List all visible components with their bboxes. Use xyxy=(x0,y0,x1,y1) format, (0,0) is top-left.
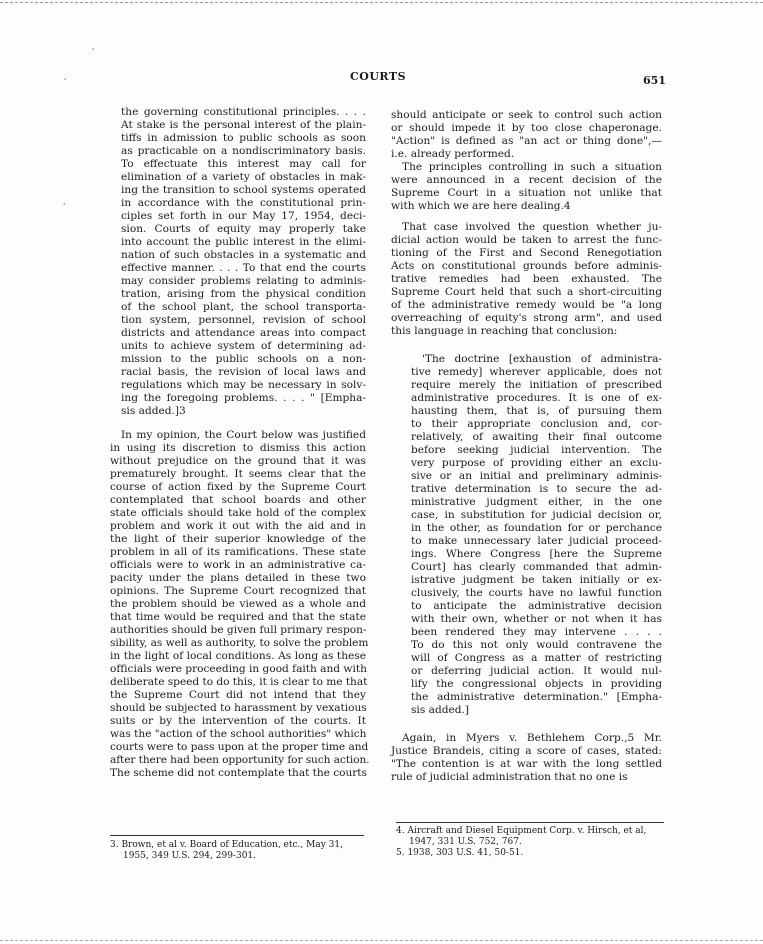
text-line: 'The doctrine [exhaustion of administra- xyxy=(422,353,662,365)
footnotes-left xyxy=(110,840,366,862)
text-line: of the administrative remedy would be "a long xyxy=(391,299,662,311)
text-line: tiffs in admission to public schools as soon xyxy=(121,132,366,144)
text-line: or deferring judicial action. It would nul- xyxy=(411,665,662,677)
text-line: before seeking judicial intervention. The xyxy=(411,444,662,456)
text-line: mission to the public schools on a non- xyxy=(121,353,366,365)
text-line: suits or by the intervention of the courts. It xyxy=(110,715,366,727)
text-line: as practicable on a nondiscriminatory basis. xyxy=(121,145,366,157)
text-line: tive remedy] wherever applicable, does not xyxy=(411,366,662,378)
text-line: tion system, personnel, revision of school xyxy=(121,314,366,326)
text-line: in accordance with the constitutional prin- xyxy=(121,197,366,209)
text-line: officials were proceeding in good faith and with xyxy=(110,663,367,675)
footnote: 3. Brown, et al v. Board of Education, etc., May 31, 1955, 349 U.S. 294, 299-301. xyxy=(110,840,343,861)
text-line: sis added.] xyxy=(411,704,470,716)
text-line: after there had been opportunity for such action. xyxy=(110,754,370,766)
text-line: To do this not only would contravene the xyxy=(411,639,662,651)
text-line: officials were to work in an administrative ca- xyxy=(110,559,366,571)
text-line: Again, in Myers v. Bethlehem Corp.,5 Mr. xyxy=(402,732,662,744)
text-line: tration, arising from the physical condition xyxy=(121,288,366,300)
text-line: trative remedies had been exhausted. The xyxy=(391,273,662,285)
text-line: Acts on constitutional grounds before adminis- xyxy=(391,260,662,272)
text-line: clusively, the courts have no lawful function xyxy=(411,587,662,599)
text-line: regulations which may be necessary in solv- xyxy=(121,379,366,391)
text-line: case, in substitution for judicial decision or, xyxy=(411,509,662,521)
text-line: To effectuate this interest may call for xyxy=(121,158,366,170)
text-line: in the light of local conditions. As long as these xyxy=(110,650,366,662)
text-line: sive or an initial and preliminary adminis- xyxy=(411,470,662,482)
text-line: Supreme Court in a situation not unlike that xyxy=(391,187,662,199)
top-scan-edge xyxy=(0,2,763,3)
text-line: ciples set forth in our May 17, 1954, deci- xyxy=(121,210,366,222)
text-line: of the school plant, the school transporta- xyxy=(121,301,366,313)
footnotes-right xyxy=(396,826,666,859)
text-line: The scheme did not contemplate that the courts xyxy=(110,767,367,779)
body-paragraph xyxy=(391,109,662,161)
text-line: districts and attendance areas into compact xyxy=(121,327,366,339)
block-quote xyxy=(110,106,366,418)
text-line: ings. Where Congress [here the Supreme xyxy=(411,548,662,560)
text-line: should anticipate or seek to control such action xyxy=(391,109,662,121)
text-line: nation of such obstacles in a systematic and xyxy=(121,249,366,261)
block-quote xyxy=(391,353,662,717)
text-line: the Supreme Court did not intend that they xyxy=(110,689,366,701)
text-line: dicial action would be taken to arrest the func- xyxy=(391,234,662,246)
running-title: COURTS xyxy=(350,70,407,83)
body-paragraph xyxy=(391,732,662,784)
text-line: in using its discretion to dismiss this action xyxy=(110,442,366,454)
text-line: elimination of a variety of obstacles in mak- xyxy=(121,171,366,183)
text-line: or should impede it by too close chaperonage. xyxy=(391,122,662,134)
text-line: the problem should be viewed as a whole and xyxy=(110,598,366,610)
text-line: was the "action of the school authorities" which xyxy=(110,728,367,740)
text-line: may consider problems relating to adminis- xyxy=(121,275,366,287)
footnote: 5. 1938, 303 U.S. 41, 50-51. xyxy=(396,848,524,858)
text-line: "Action" is defined as "an act or thing done",— xyxy=(391,135,662,147)
text-line: Supreme Court held that such a short-circuiting xyxy=(391,286,662,298)
text-line: without prejudice on the ground that it was xyxy=(110,455,366,467)
text-line: sibility, as well as authority, to solve the problem xyxy=(110,637,369,649)
text-line: were announced in a recent decision of the xyxy=(391,174,662,186)
footnote: 4. Aircraft and Diesel Equipment Corp. v. Hirsch, et al, 1947, 331 U.S. 752, 767. xyxy=(396,826,647,847)
text-line: "The contention is at war with the long settled xyxy=(391,758,662,770)
text-line: the administrative determination." [Empha- xyxy=(411,691,662,703)
text-line: i.e. already performed. xyxy=(391,148,515,160)
left-column xyxy=(110,106,370,780)
text-line: overreaching of equity's strong arm", and used xyxy=(391,312,662,324)
text-line: state officials should take hold of the complex xyxy=(110,507,366,519)
text-line: problem in all of its ramifications. These state xyxy=(110,546,366,558)
text-line: pacity under the plans detailed in these two xyxy=(110,572,366,584)
bottom-scan-edge xyxy=(0,940,763,941)
text-line: tioning of the First and Second Renegotiation xyxy=(391,247,662,259)
text-line: will of Congress as a matter of restricting xyxy=(411,652,662,664)
text-line: lify the congressional objects in providing xyxy=(411,678,662,690)
text-line: the governing constitutional principles. . . . xyxy=(121,106,366,118)
text-line: should be subjected to harassment by vexatious xyxy=(110,702,367,714)
text-line: The principles controlling in such a situation xyxy=(402,161,662,173)
text-line: contemplated that school boards and other xyxy=(110,494,366,506)
scan-speck: , xyxy=(92,42,95,51)
text-line: deliberate speed to do this, it is clear to me that xyxy=(110,676,368,688)
text-line: this language in reaching that conclusion: xyxy=(391,325,618,337)
text-line: require merely the initiation of prescribed xyxy=(411,379,662,391)
text-line: relatively, of awaiting their final outcome xyxy=(411,431,662,443)
text-line: problem and work it out with the aid and in xyxy=(110,520,366,532)
text-line: sis added.]3 xyxy=(121,405,186,417)
text-line: that time would be required and that the state xyxy=(110,611,366,623)
footnote-rule xyxy=(110,835,364,836)
footnote-rule xyxy=(396,822,664,823)
text-line: units to achieve system of determining ad- xyxy=(121,340,366,352)
text-line: ing the transition to school systems operated xyxy=(121,184,366,196)
body-paragraph xyxy=(391,161,662,213)
text-line: to make unnecessary later judicial proceed- xyxy=(411,535,662,547)
text-line: hausting them, that is, of pursuing them xyxy=(411,405,662,417)
text-line: Court] has clearly commanded that admin- xyxy=(411,561,662,573)
page-number: 651 xyxy=(643,74,666,87)
text-line: Justice Brandeis, citing a score of cases, stated: xyxy=(391,745,662,757)
text-line: the light of their superior knowledge of the xyxy=(110,533,366,545)
body-paragraph xyxy=(110,429,370,780)
text-line: very purpose of providing either an exclu- xyxy=(411,457,662,469)
text-line: to their appropriate conclusion and, cor- xyxy=(411,418,662,430)
text-line: with their own, whether or not when it has xyxy=(411,613,662,625)
text-line: sion. Courts of equity may properly take xyxy=(121,223,366,235)
text-line: At stake is the personal interest of the plain- xyxy=(121,119,366,131)
text-line: to anticipate the administrative decision xyxy=(411,600,662,612)
text-line: ministrative judgment either, in the one xyxy=(411,496,662,508)
text-line: into account the public interest in the elimi- xyxy=(121,236,366,248)
text-line: been rendered they may intervene . . . . xyxy=(411,626,662,638)
text-line: That case involved the question whether ju- xyxy=(402,221,662,233)
text-line: In my opinion, the Court below was justified xyxy=(121,429,366,441)
scan-speck: , xyxy=(63,197,66,206)
text-line: opinions. The Supreme Court recognized that xyxy=(110,585,366,597)
text-line: administrative procedures. It is one of ex- xyxy=(411,392,662,404)
text-line: prematurely brought. It seems clear that the xyxy=(110,468,366,480)
text-line: in the other, as foundation for or perchance xyxy=(411,522,662,534)
text-line: with which we are here dealing.4 xyxy=(391,200,571,212)
body-paragraph xyxy=(391,221,662,338)
right-column xyxy=(391,109,662,784)
scan-speck: , xyxy=(64,72,67,81)
text-line: courts were to pass upon at the proper time and xyxy=(110,741,369,753)
text-line: authorities should be given full primary respon- xyxy=(110,624,367,636)
text-line: istrative judgment be taken initially or ex- xyxy=(411,574,662,586)
text-line: effective manner. . . . To that end the courts xyxy=(121,262,366,274)
text-line: course of action fixed by the Supreme Court xyxy=(110,481,366,493)
text-line: rule of judicial administration that no one is xyxy=(391,771,628,783)
text-line: racial basis, the revision of local laws and xyxy=(121,366,366,378)
text-line: trative determination is to secure the ad- xyxy=(411,483,662,495)
text-line: ing the foregoing problems. . . . " [Empha- xyxy=(121,392,366,404)
